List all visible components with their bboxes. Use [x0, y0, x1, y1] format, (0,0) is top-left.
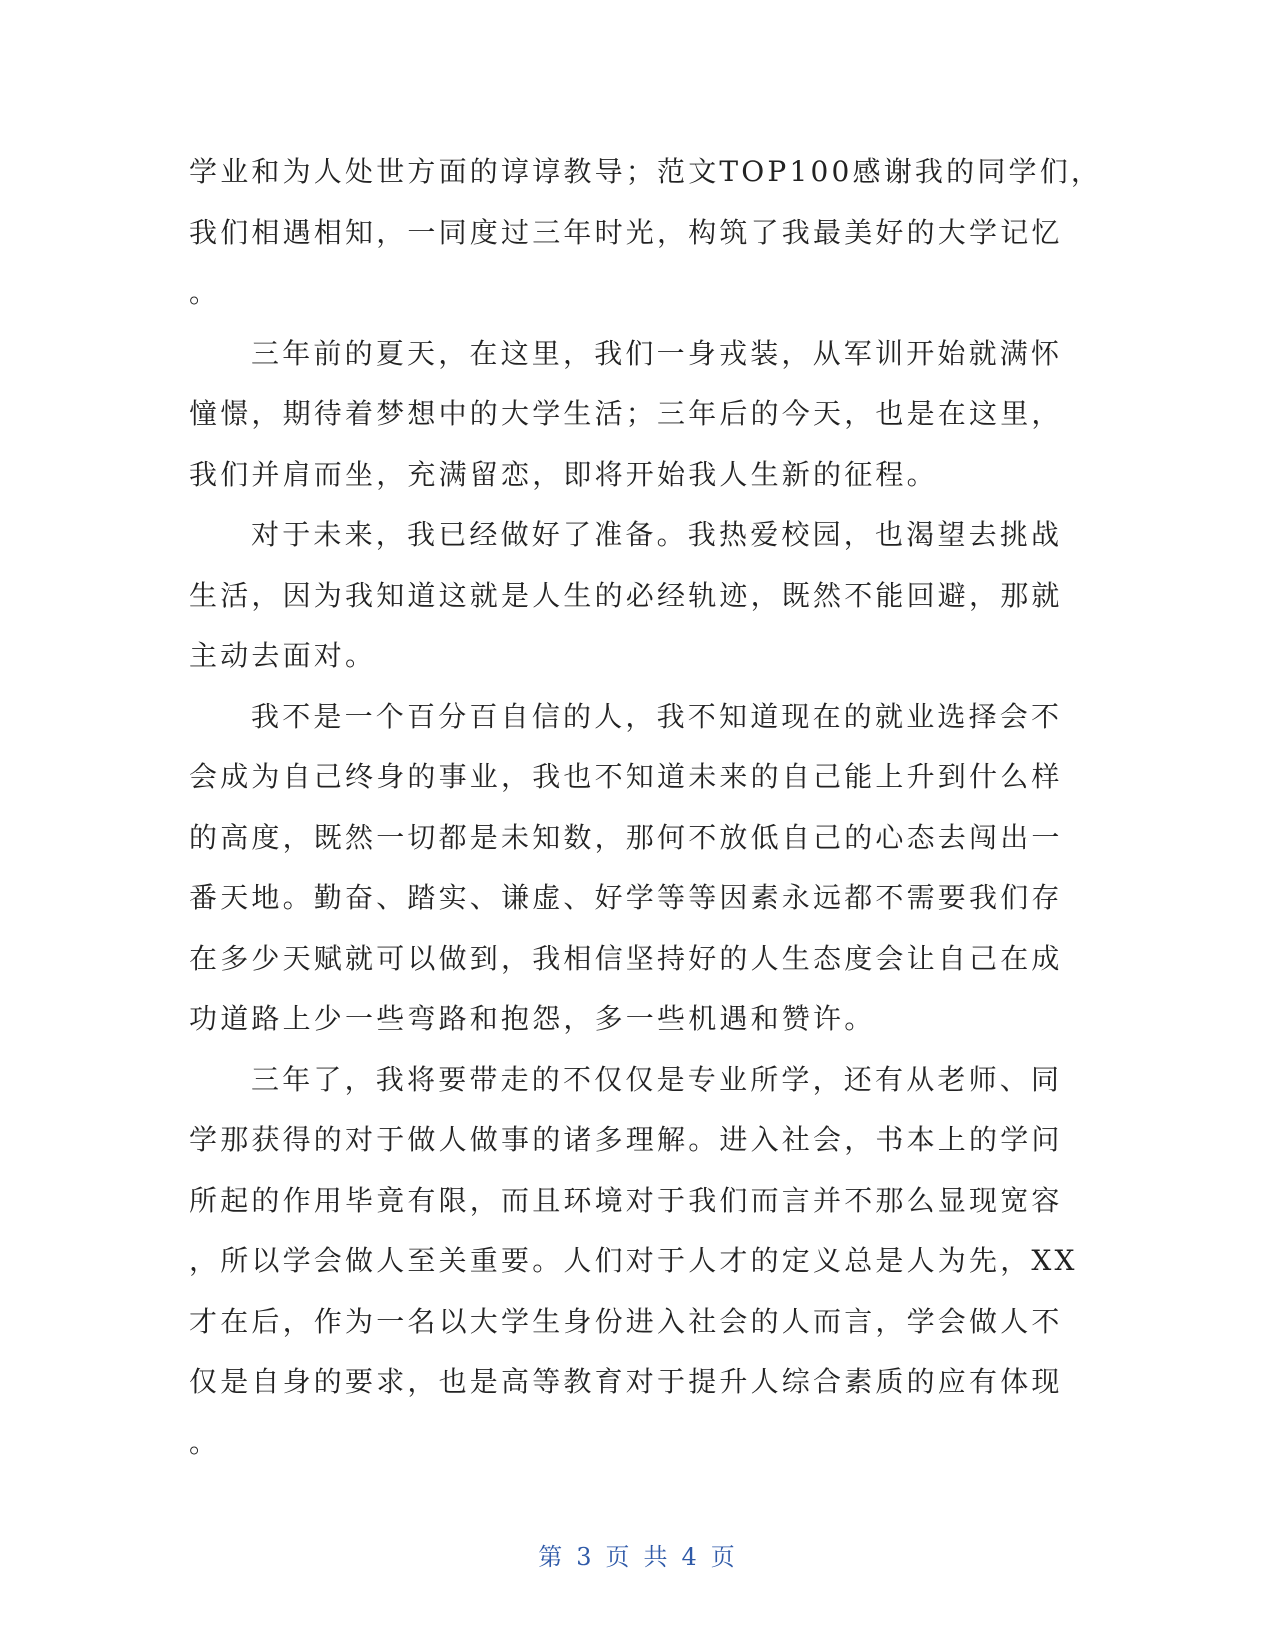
- text-line: 所起的作用毕竟有限，而且环境对于我们而言并不那么显现宽容: [189, 1183, 1063, 1217]
- paragraph-start-line: 我不是一个百分百自信的人，我不知道现在的就业选择会不: [251, 699, 1063, 733]
- text-line: 会成为自己终身的事业，我也不知道未来的自己能上升到什么样: [189, 760, 1063, 793]
- text-line: 学业和为人处世方面的谆谆教导；范文TOP100感谢我的同学们，: [189, 155, 1103, 188]
- page-unit: 页: [605, 1543, 632, 1571]
- text-line: 憧憬，期待着梦想中的大学生活；三年后的今天，也是在这里，: [189, 397, 1063, 430]
- paragraph-start-line: 三年了，我将要带走的不仅仅是专业所学，还有从老师、同: [251, 1062, 1063, 1096]
- text-line: 在多少天赋就可以做到，我相信坚持好的人生态度会让自己在成: [189, 941, 1063, 975]
- text-line: 我们并肩而坐，充满留恋，即将开始我人生新的征程。: [189, 457, 938, 491]
- document-body: [189, 142, 1103, 1473]
- paragraph-start-line: 三年前的夏天，在这里，我们一身戎装，从军训开始就满怀: [251, 336, 1063, 370]
- total-unit: 页: [710, 1543, 737, 1571]
- page-label: 第: [538, 1543, 565, 1571]
- text-line: 才在后，作为一名以大学生身份进入社会的人而言，学会做人不: [189, 1304, 1063, 1338]
- page-total-number: 4: [681, 1543, 699, 1571]
- text-line: 主动去面对。: [189, 639, 377, 672]
- paragraph-start-line: 对于未来，我已经做好了准备。我热爱校园，也渴望去挑战: [251, 518, 1063, 551]
- page-current-number: 3: [576, 1543, 594, 1571]
- text-line: 生活，因为我知道这就是人生的必经轨迹，既然不能回避，那就: [189, 578, 1063, 612]
- text-line: 功道路上少一些弯路和抱怨，多一些机遇和赞许。: [189, 1002, 876, 1035]
- text-line: 。: [189, 276, 221, 309]
- text-line: 学那获得的对于做人做事的诸多理解。进入社会，书本上的学问: [189, 1123, 1063, 1156]
- text-line: ，所以学会做人至关重要。人们对于人才的定义总是人为先，XX: [189, 1244, 1078, 1277]
- total-label: 共: [643, 1543, 670, 1571]
- text-line: 的高度，既然一切都是未知数，那何不放低自己的心态去闯出一: [189, 820, 1063, 854]
- page-footer: [0, 1537, 1275, 1572]
- text-line: 。: [189, 1425, 221, 1459]
- text-line: 番天地。勤奋、踏实、谦虚、好学等等因素永远都不需要我们存: [189, 881, 1063, 914]
- text-line: 我们相遇相知，一同度过三年时光，构筑了我最美好的大学记忆: [189, 215, 1063, 249]
- text-line: 仅是自身的要求，也是高等教育对于提升人综合素质的应有体现: [189, 1365, 1063, 1398]
